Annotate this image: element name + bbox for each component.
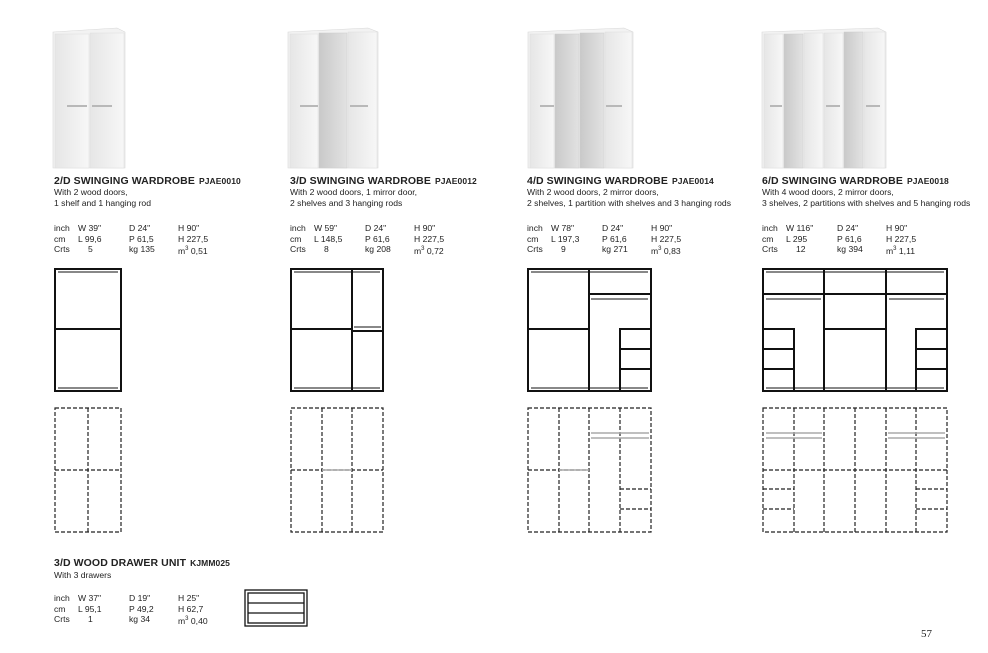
product-code: PJAE0014: [671, 176, 714, 186]
wardrobe-6d-front-diagram: [762, 268, 948, 392]
product-description: With 2 wood doors, 1 mirror door, 2 shelves and 3 hanging rods: [290, 187, 418, 208]
drawer-unit-diagram: [244, 589, 308, 627]
wardrobe-6d-photo: [762, 28, 886, 168]
product-code: PJAE0012: [434, 176, 477, 186]
wardrobe-2d-closed-diagram: [54, 407, 122, 533]
wardrobe-2d-photo: [53, 28, 125, 168]
wardrobe-4d-closed-diagram: [527, 407, 652, 533]
product-description: With 3 drawers: [54, 570, 112, 580]
product-specs: inch W 116" D 24" H 90" cm L 295 P 61,6 H 227,5 Crts 12 kg 394 $m^3$ 1,11: [762, 223, 917, 256]
product-description: With 2 wood doors, 1 shelf and 1 hanging rod: [54, 187, 151, 208]
product-title: 3/D SWINGING WARDROBE PJAE0012: [290, 175, 477, 187]
product-specs: inch W 59" D 24" H 90" cm L 148,5 P 61,6 H 227,5 Crts 8 kg 208 $m^3$ 0,72: [290, 223, 445, 256]
page-number: 57: [921, 628, 932, 640]
wardrobe-6d-closed-diagram: [762, 407, 948, 533]
wardrobe-4d-photo: [528, 28, 633, 168]
product-title: 3/D WOOD DRAWER UNIT KJMM025: [54, 557, 231, 569]
wardrobe-3d-front-diagram: [290, 268, 384, 392]
product-code: KJMM025: [190, 558, 231, 568]
product-specs: inch W 37" D 19" H 25" cm L 95,1 P 49,2 H 62,7 Crts 1 kg 34 $m^3$ 0,40: [54, 593, 208, 626]
product-title: 2/D SWINGING WARDROBE PJAE0010: [54, 175, 241, 187]
wardrobe-2d-front-diagram: [54, 268, 122, 392]
wardrobe-3d-closed-diagram: [290, 407, 384, 533]
product-title: 4/D SWINGING WARDROBE PJAE0014: [527, 175, 714, 187]
product-description: With 2 wood doors, 2 mirror doors, 2 shelves, 1 partition with shelves and 3 hanging rods: [527, 187, 731, 208]
wardrobe-3d-photo: [288, 28, 378, 168]
product-specs: inch W 39" D 24" H 90" cm L 99,6 P 61,5 H 227,5 Crts 5 kg 135 $m^3$ 0,51: [54, 223, 209, 256]
product-title: 6/D SWINGING WARDROBE PJAE0018: [762, 175, 949, 187]
product-description: With 4 wood doors, 2 mirror doors, 3 shelves, 2 partitions with shelves and 5 hanging rods: [762, 187, 971, 208]
product-code: PJAE0010: [198, 176, 241, 186]
wardrobe-4d-front-diagram: [527, 268, 652, 392]
product-code: PJAE0018: [906, 176, 949, 186]
product-specs: inch W 78" D 24" H 90" cm L 197,3 P 61,6 H 227,5 Crts 9 kg 271 $m^3$ 0,83: [527, 223, 682, 256]
